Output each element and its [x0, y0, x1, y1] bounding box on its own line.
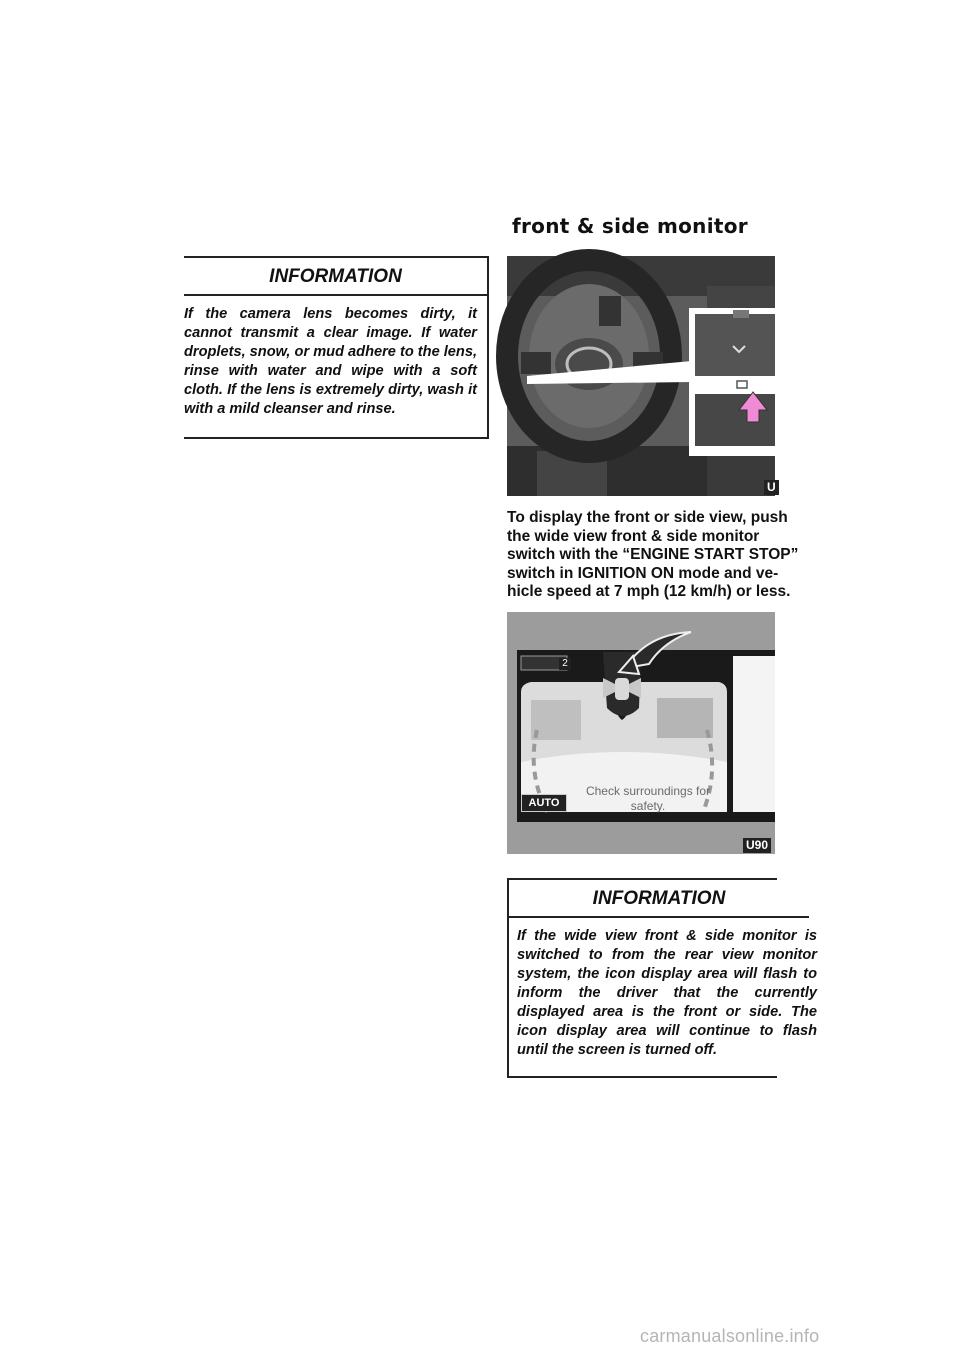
monitor-screen-figure	[507, 612, 775, 854]
auto-mode-icon: AUTO	[521, 794, 567, 812]
instruction-paragraph	[507, 509, 799, 601]
figure-code: U90	[743, 838, 771, 853]
mode-number-badge: 2	[559, 658, 571, 670]
instruction-line: hicle speed at 7 mph (12 km/h) or less.	[507, 583, 791, 601]
figure-code: U	[764, 480, 779, 495]
cockpit-switch-figure	[507, 256, 775, 496]
instruction-line: switch with the “ENGINE START STOP”	[507, 546, 799, 564]
screen-safety-message: Check surroundings for safety.	[585, 784, 711, 813]
information-heading: INFORMATION	[184, 258, 487, 296]
instruction-line: switch in IGNITION ON mode and ve-	[507, 564, 779, 582]
information-box-icon-flash	[507, 878, 817, 1078]
instruction-line: To display the front or side view, push	[507, 509, 788, 526]
instruction-line: the wide view front & side monitor	[507, 527, 760, 545]
information-heading: INFORMATION	[509, 880, 809, 918]
section-title: front & side monitor	[512, 214, 748, 238]
information-box-lens-care	[184, 256, 489, 439]
information-text: If the camera lens becomes dirty, it cannot transmit a clear image. If water droplets, snow, or mud adhere to the lens, rinse with water and wipe with a soft cloth. If the lens is extremely dirty, wash it with a mild cleanser and rinse.	[184, 306, 477, 417]
cockpit-illustration	[507, 256, 775, 496]
monitor-screen-illustration	[507, 612, 775, 854]
site-watermark: carmanualsonline.info	[640, 1326, 820, 1346]
information-text: If the wide view front & side monitor is switched to from the rear view monitor system, the icon display area will flash to inform the driver that the currently displayed area is the front or side. The icon display area will continue to flash until the screen is turned off.	[517, 928, 817, 1058]
